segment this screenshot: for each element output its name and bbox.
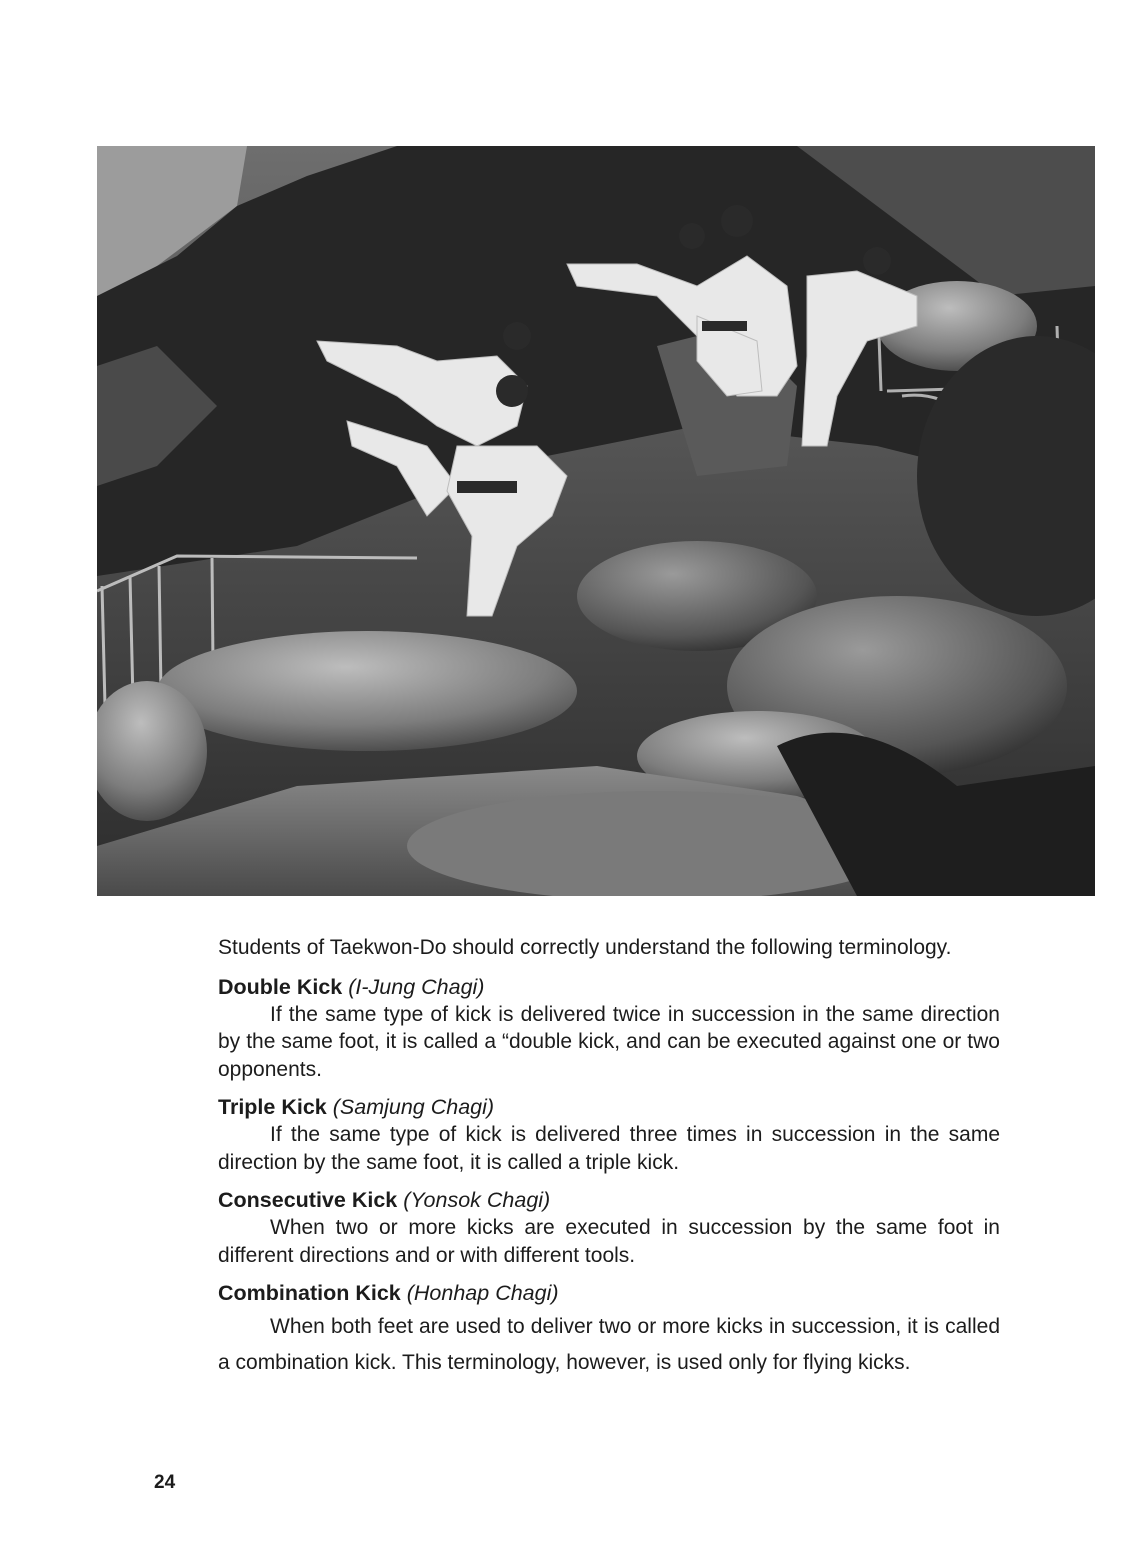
term-body-triple-kick: If the same type of kick is delivered three times in succession in the same direction by the same foot, it is called a triple kick. <box>218 1123 1000 1174</box>
term-title: Triple Kick <box>218 1095 327 1119</box>
term-korean: (Samjung Chagi) <box>332 1095 495 1119</box>
term-title: Double Kick <box>218 974 343 999</box>
term-korean: (Yonsok Chagi) <box>403 1188 551 1212</box>
term-body-consecutive-kick: When two or more kicks are executed in succession by the same foot in different directions and or with different tools. <box>218 1216 1000 1267</box>
term-title: Consecutive Kick <box>218 1188 398 1212</box>
term-heading-combination-kick <box>218 1279 1000 1307</box>
taekwondo-mountain-photo <box>97 146 1095 896</box>
page-number: 24 <box>154 1472 176 1493</box>
term-heading-consecutive-kick <box>218 1186 1000 1214</box>
intro-paragraph: Students of Taekwon-Do should correctly understand the following terminology. <box>218 936 952 959</box>
term-title: Combination Kick <box>218 1281 401 1305</box>
term-body-combination-kick: When both feet are used to deliver two or more kicks in succession, it is called a combination kick. This terminology, however, is used only for flying kicks. <box>218 1315 1000 1374</box>
term-korean: (Honhap Chagi) <box>406 1281 559 1305</box>
term-heading-triple-kick <box>218 1093 1000 1121</box>
term-korean: (I-Jung Chagi) <box>348 974 485 999</box>
terminology-section <box>218 934 1000 1391</box>
term-body-double-kick: If the same type of kick is delivered twice in succession in the same direction by the same foot, it is called a “double kick, and can be executed against one or two opponents. <box>218 1002 1000 1081</box>
term-heading-double-kick <box>218 973 1000 1001</box>
